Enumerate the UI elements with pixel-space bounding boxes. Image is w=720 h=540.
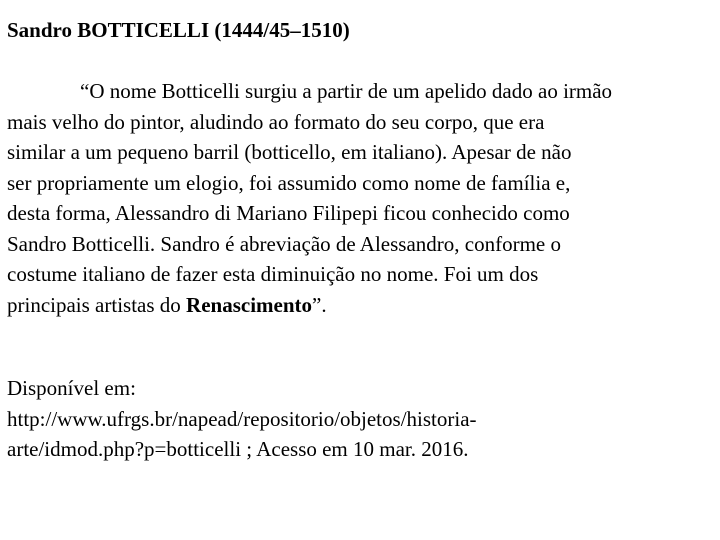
quote-last-line-prefix: principais artistas do [7,292,187,317]
quote-line: similar a um pequeno barril (botticello, em italiano). Apesar de não [7,140,572,164]
quote-line: mais velho do pintor, aludindo ao formato do seu corpo, que era [7,109,545,134]
source-label: Disponível em: [7,376,136,400]
quote-last-line-suffix: ”. [312,292,327,317]
source-url-line-1: http://www.ufrgs.br/napead/repositorio/objetos/historia- [7,406,477,431]
document-title: Sandro BOTTICELLI (1444/45–1510) [7,18,350,42]
quote-line: desta forma, Alessandro di Mariano Filipepi ficou conhecido como [7,201,570,225]
quote-last-line [7,290,719,321]
renascimento-emphasis: Renascimento [186,292,313,317]
source-url-line-2: arte/idmod.php?p=botticelli ; Acesso em 10 mar. 2016. [7,437,469,461]
quote-line: “O nome Botticelli surgiu a partir de um apelido dado ao irmão [80,79,613,103]
quote-line: costume italiano de fazer esta diminuição no nome. Foi um dos [7,262,539,286]
source-citation [7,373,719,465]
quote-line: ser propriamente um elogio, foi assumido como nome de família e, [7,170,571,195]
quote-paragraph [7,76,719,320]
quote-line: Sandro Botticelli. Sandro é abreviação de Alessandro, conforme o [7,231,561,256]
